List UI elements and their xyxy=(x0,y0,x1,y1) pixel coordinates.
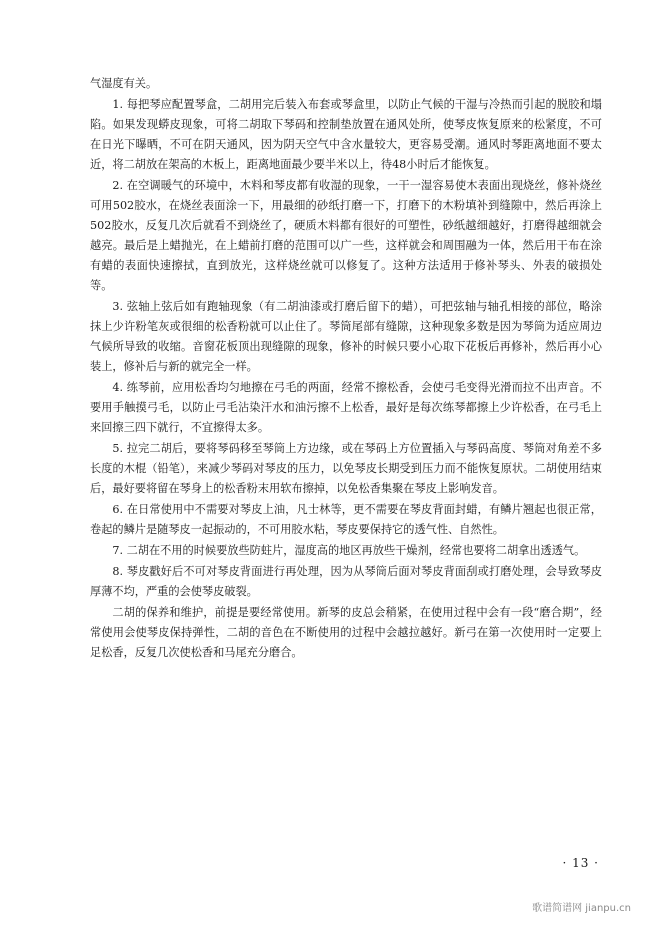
paragraph-2: 2. 在空调暖气的环境中，木料和琴皮都有收湿的现象，一干一湿容易使木表面出现烧丝，修补烧丝可用502胶水，在烧丝表面涂一下，用最细的砂纸打磨一下，打磨下的木粉填补到缝隙中，然后再涂上502胶水，反复几次后就看不到烧丝了，硬质木料都有很好的可塑性，砂纸越细越好，打磨得越细就会越亮。最后是上蜡抛光，在上蜡前打磨的范围可以广一些，这样就会和周围融为一体，然后用干布在涂有蜡的表面快速擦拭，直到放光，这样烧丝就可以修复了。这种方法适用于修补琴头、外表的破损处等。 xyxy=(90,179,602,292)
paragraph-0: 气湿度有关。 xyxy=(90,77,158,90)
paragraph-9: 二胡的保养和维护，前提是要经常使用。新琴的皮总会稍紧，在使用过程中会有一段“磨合期”，经常使用会使琴皮保持弹性，二胡的音色在不断使用的过程中会越拉越好。新弓在第一次使用时一定要上足松香，反复几次使松香和马尾充分磨合。 xyxy=(90,606,602,659)
paragraph-1: 1. 每把琴应配置琴盒，二胡用完后装入布套或琴盒里，以防止气候的干湿与冷热而引起的脱胶和塌陷。如果发现蟒皮现象，可将二胡取下琴码和控制垫放置在通风处所，使琴皮恢复原来的松紧度，不可在日光下曝晒，不可在阴天通风，因为阴天空气中含水量较大，更容易受潮。通风时琴距离地面不要太近，将二胡放在架高的木板上，距离地面最少要半米以上，待48小时后才能恢复。 xyxy=(90,98,602,171)
paragraph-7: 7. 二胡在不用的时候要放些防蛀片，湿度高的地区再放些干燥剂，经常也要将二胡拿出透透气。 xyxy=(112,544,586,557)
page-number: · 13 · xyxy=(562,856,599,870)
paragraph-3: 3. 弦轴上弦后如有跑轴现象（有二胡油漆或打磨后留下的蜡），可把弦轴与轴孔相接的部位，略涂抹上少许粉笔灰或很细的松香粉就可以止住了。琴筒尾部有缝隙，这种现象多数是因为琴筒为适应周边气候所导致的收缩。音窗花板顶出现缝隙的现象，修补的时候只要小心取下花板后再修补，然后再小心装上，修补后与新的就完全一样。 xyxy=(90,300,602,373)
watermark: 歌谱简谱网 jianpu.cn xyxy=(532,903,631,914)
paragraph-8: 8. 琴皮戳好后不可对琴皮背面进行再处理，因为从琴筒后面对琴皮背面刮或打磨处理，会导致琴皮厚薄不均，严重的会使琴皮破裂。 xyxy=(90,565,602,598)
paragraph-5: 5. 拉完二胡后，要将琴码移至琴筒上方边缘，或在琴码上方位置插入与琴码高度、琴筒对角差不多长度的木棍（铅笔），来减少琴码对琴皮的压力，以免琴皮长期受到压力而不能恢复原状。二胡使用结束后，最好要将留在琴身上的松香粉末用软布擦掉，以免松香集聚在琴皮上影响发音。 xyxy=(90,442,602,495)
body-text xyxy=(90,74,602,664)
paragraph-6: 6. 在日常使用中不需要对琴皮上油，凡士林等，更不需要在琴皮背面封蜡，有鳞片翘起也很正常，卷起的鳞片是随琴皮一起振动的，不可用胶水粘，琴皮要保持它的透气性、自然性。 xyxy=(90,503,602,536)
paragraph-4: 4. 练琴前，应用松香均匀地擦在弓毛的两面，经常不擦松香，会使弓毛变得光滑而拉不出声音。不要用手触摸弓毛，以防止弓毛沾染汗水和油污擦不上松香，最好是每次练琴都擦上少许松香，在弓毛上来回擦三四下就行，不宜擦得太多。 xyxy=(90,381,602,434)
